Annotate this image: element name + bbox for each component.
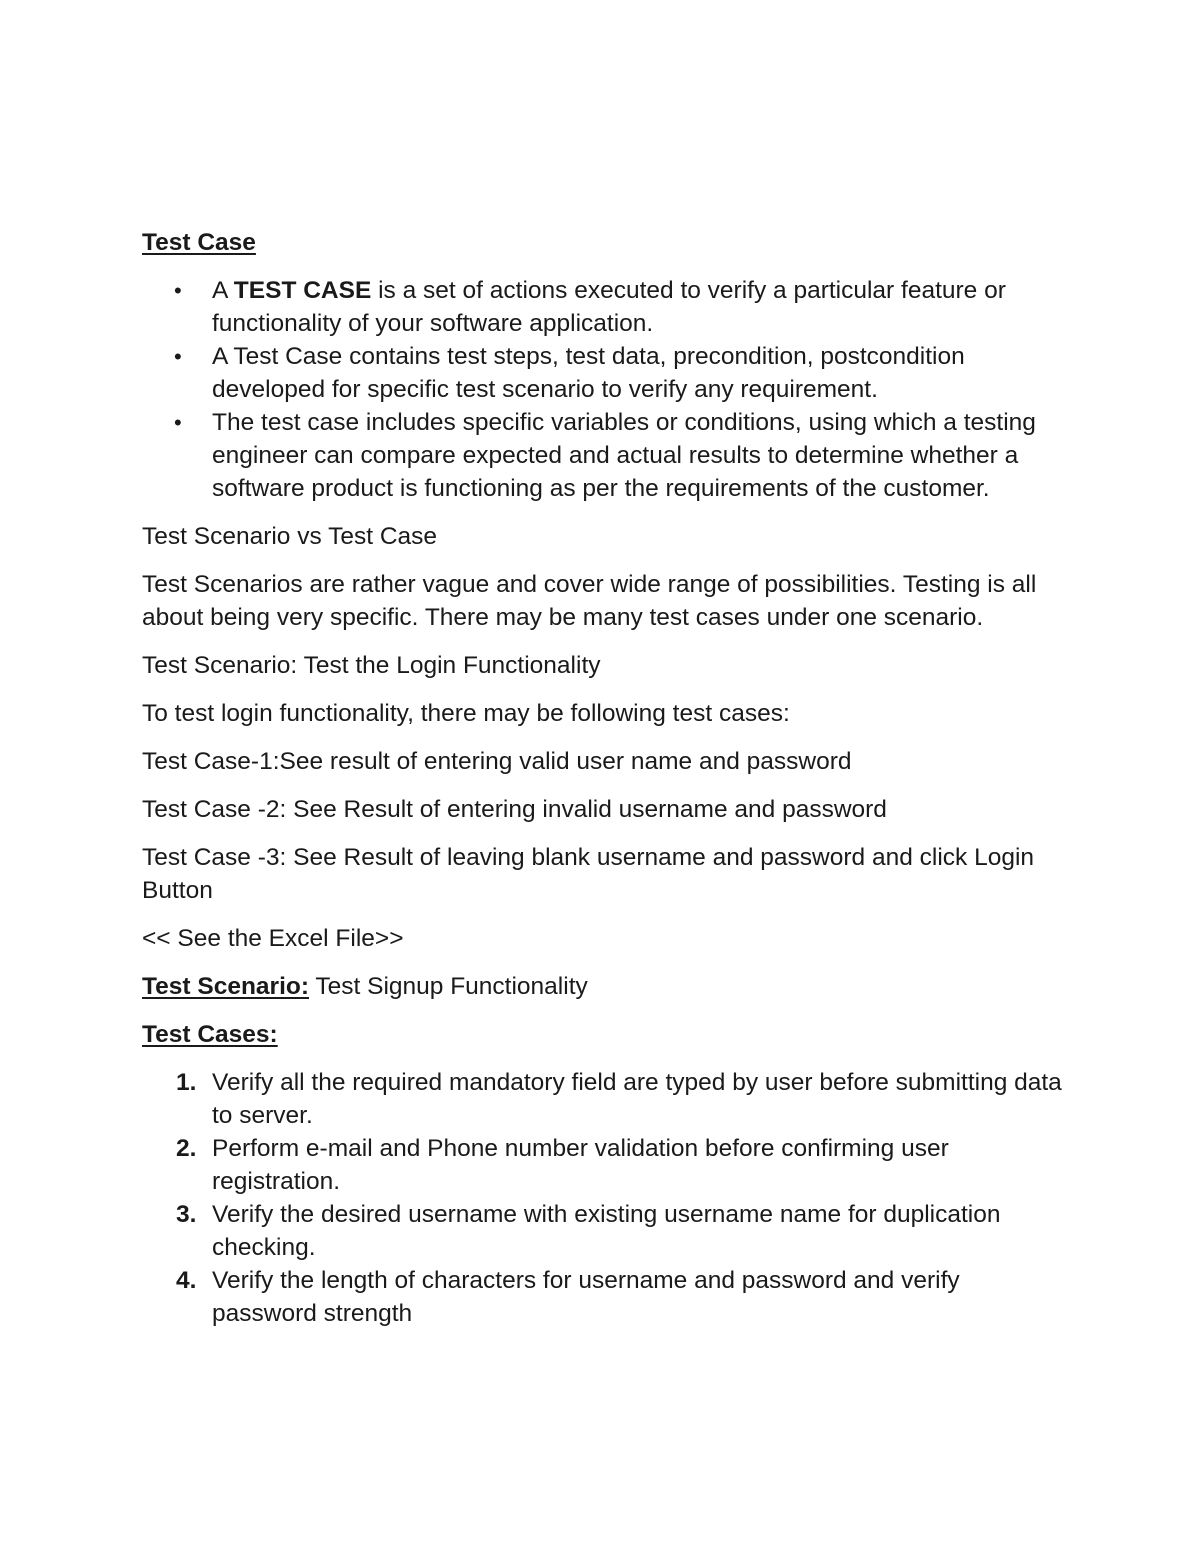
bullet-item <box>142 274 1062 340</box>
bullet-prefix: A <box>212 277 234 304</box>
bullet-item <box>142 406 1062 505</box>
bullet-icon: • <box>174 344 182 369</box>
login-case-2: Test Case -2: See Result of entering invalid username and password <box>142 796 887 823</box>
bullet-icon: • <box>174 410 182 435</box>
bullet-bold-term: TEST CASE <box>233 277 372 304</box>
test-cases-heading: Test Cases: <box>142 1021 278 1048</box>
list-item-text: Verify the desired username with existing username name for duplication checking. <box>212 1201 1001 1261</box>
bullet-text: A Test Case contains test steps, test data, precondition, postcondition developed for specific test scenario to verify any requirement. <box>212 343 965 403</box>
signup-case-list <box>142 1066 1062 1330</box>
bullet-item <box>142 340 1062 406</box>
signup-scenario-label: Test Scenario: <box>142 973 310 1000</box>
page-heading: Test Case <box>142 229 256 256</box>
login-case-1: Test Case-1:See result of entering valid user name and password <box>142 748 852 775</box>
list-item-text: Perform e-mail and Phone number validation before confirming user registration. <box>212 1135 949 1195</box>
bullet-rest: is a set of actions executed to verify a particular feature or functionality of your software application. <box>212 277 1006 337</box>
bullet-icon: • <box>174 278 182 303</box>
list-item-text: Verify the length of characters for username and password and verify password strength <box>212 1267 960 1327</box>
signup-scenario <box>142 970 1062 1003</box>
list-number: 2. <box>176 1135 197 1162</box>
vs-line: Test Scenario vs Test Case <box>142 523 438 550</box>
list-item <box>142 1264 1062 1330</box>
vs-paragraph: Test Scenarios are rather vague and cover wide range of possibilities. Testing is all about being very specific. There may be many test cases under one scenario. <box>142 571 1037 631</box>
login-intro: To test login functionality, there may be following test cases: <box>142 700 790 727</box>
list-item <box>142 1066 1062 1132</box>
definition-bullet-list <box>142 274 1062 505</box>
login-case-3: Test Case -3: See Result of leaving blank username and password and click Login Button <box>142 844 1035 904</box>
bullet-text: The test case includes specific variables or conditions, using which a testing engineer can compare expected and actual results to determine whether a software product is functioning as per the requirements of the customer. <box>212 409 1036 502</box>
signup-scenario-text: Test Signup Functionality <box>309 973 588 1000</box>
list-number: 1. <box>176 1069 197 1096</box>
excel-note: << See the Excel File>> <box>142 925 404 952</box>
list-number: 4. <box>176 1267 197 1294</box>
list-item <box>142 1132 1062 1198</box>
login-scenario: Test Scenario: Test the Login Functionality <box>142 652 601 679</box>
test-cases-heading-line <box>142 1018 1062 1051</box>
list-number: 3. <box>176 1201 197 1228</box>
document-page <box>142 226 1062 1330</box>
list-item <box>142 1198 1062 1264</box>
list-item-text: Verify all the required mandatory field are typed by user before submitting data to server. <box>212 1069 1062 1129</box>
